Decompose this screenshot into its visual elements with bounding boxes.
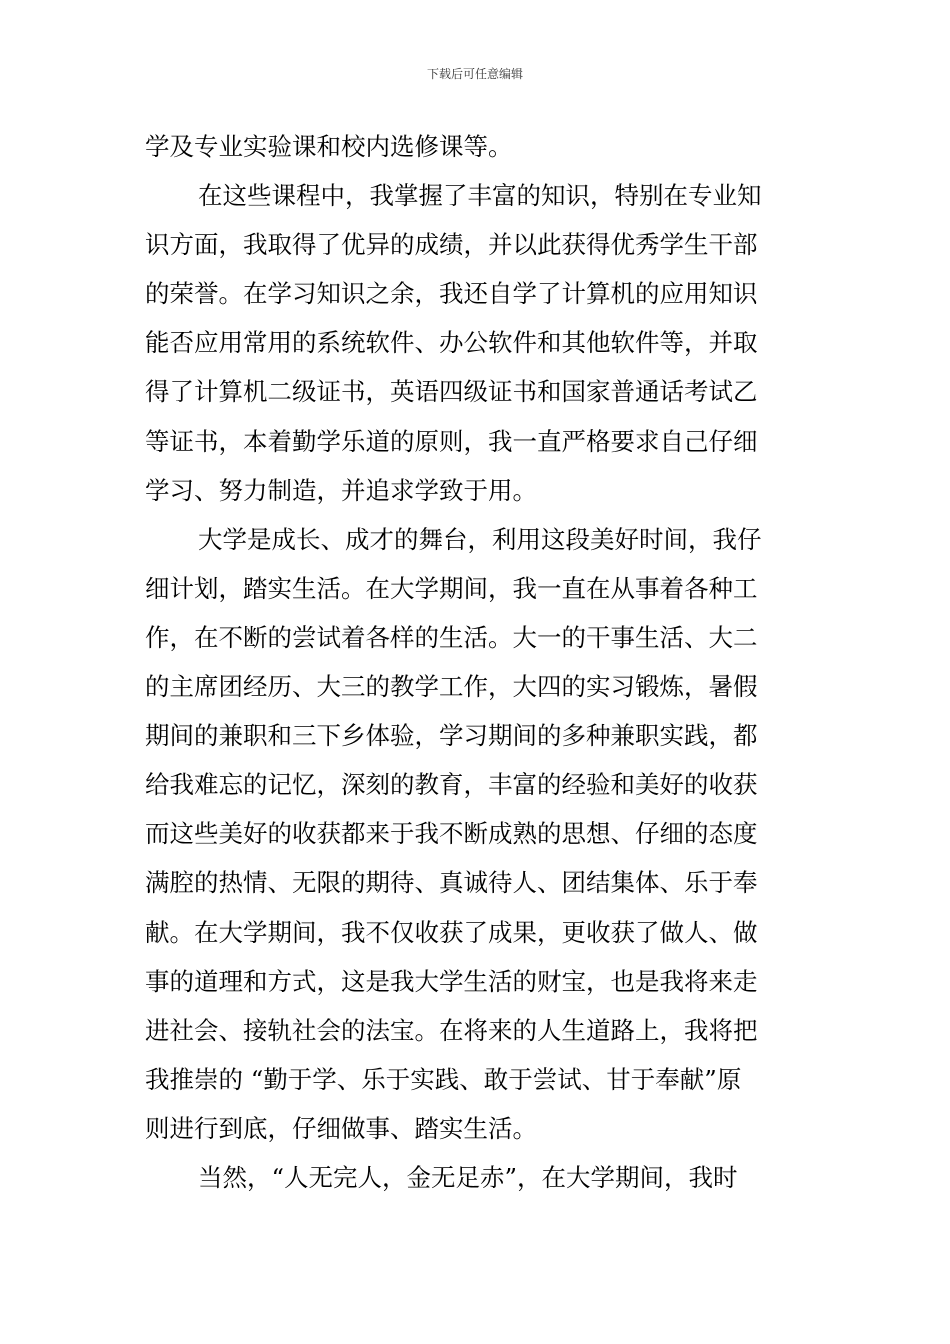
text-line: 学及专业实验课和校内选修课等。 <box>145 132 513 161</box>
text-line: 满腔的热情、无限的期待、真诚待人、团结集体、乐于奉 <box>145 868 758 898</box>
text-line: 则进行到底，仔细做事、踏实生活。 <box>145 1113 537 1143</box>
text-line: 在这些课程中，我掌握了丰富的知识，特别在专业知 <box>198 181 762 211</box>
text-line: 得了计算机二级证书，英语四级证书和国家普通话考试乙 <box>145 377 758 407</box>
page-header: 下载后可任意编辑 <box>426 67 523 81</box>
text-line: 识方面，我取得了优异的成绩，并以此获得优秀学生干部 <box>145 230 758 260</box>
text-line: 的主席团经历、大三的教学工作，大四的实习锻炼，暑假 <box>145 672 758 702</box>
text-line: 我推崇的 “勤于学、乐于实践、敢于尝试、甘于奉献”原 <box>145 1064 742 1094</box>
text-line: 给我难忘的记忆，深刻的教育，丰富的经验和美好的收获 <box>145 770 758 800</box>
text-line: 期间的兼职和三下乡体验，学习期间的多种兼职实践，都 <box>145 721 758 751</box>
text-line: 作，在不断的尝试着各样的生活。大一的干事生活、大二 <box>145 622 758 652</box>
text-line: 等证书，本着勤学乐道的原则，我一直严格要求自己仔细 <box>145 426 758 456</box>
text-line: 学习、努力制造，并追求学致于用。 <box>145 475 537 505</box>
text-line: 大学是成长、成才的舞台，利用这段美好时间，我仔 <box>198 524 762 554</box>
text-line: 献。在大学期间，我不仅收获了成果，更收获了做人、做 <box>145 917 758 947</box>
text-line: 细计划，踏实生活。在大学期间，我一直在从事着各种工 <box>145 573 758 603</box>
text-line: 事的道理和方式，这是我大学生活的财宝，也是我将来走 <box>145 966 758 996</box>
text-line: 的荣誉。在学习知识之余，我还自学了计算机的应用知识 <box>145 279 758 309</box>
text-line: 当然，“人无完人，金无足赤”，在大学期间，我时 <box>198 1162 738 1192</box>
text-line: 进社会、接轨社会的法宝。在将来的人生道路上，我将把 <box>145 1015 758 1045</box>
text-line: 而这些美好的收获都来于我不断成熟的思想、仔细的态度 <box>145 819 758 849</box>
body-text <box>145 122 810 1202</box>
text-line: 能否应用常用的系统软件、办公软件和其他软件等，并取 <box>145 328 758 358</box>
